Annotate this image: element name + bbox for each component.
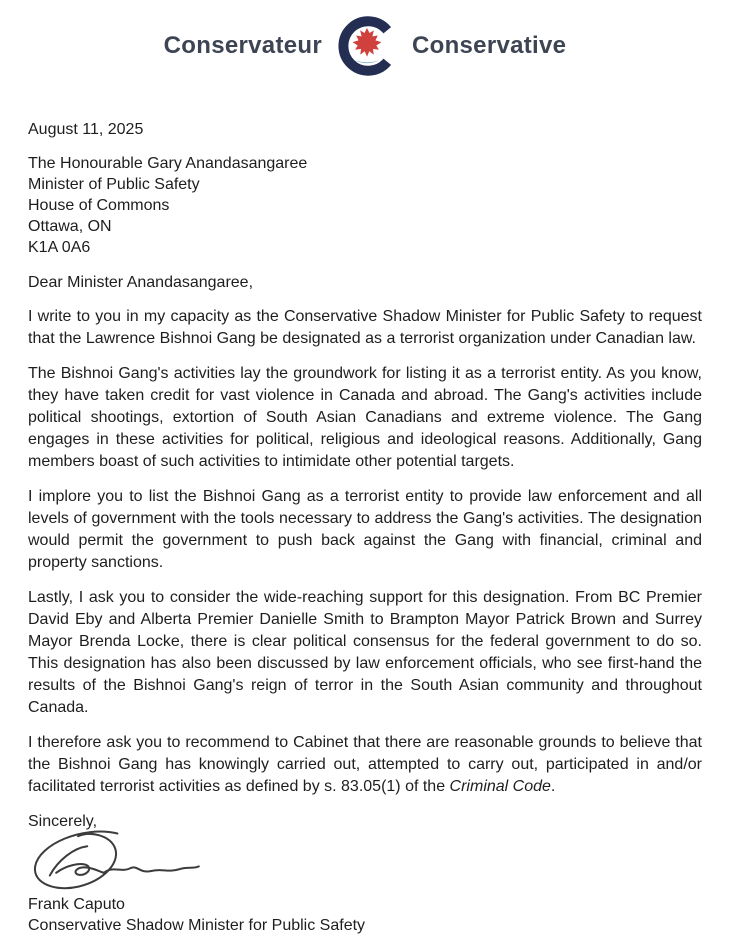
signature-tail: [104, 866, 199, 872]
maple-leaf-icon: [353, 28, 382, 57]
recipient-postal-line: K1A 0A6: [28, 239, 91, 256]
conservative-party-logo-icon: [331, 10, 403, 82]
recipient-city-line: Ottawa, ON: [28, 218, 112, 235]
paragraph-5-period: .: [550, 778, 556, 795]
brand-word-french: Conservateur: [163, 32, 322, 59]
signature-name: Frank Caputo: [28, 896, 125, 913]
recipient-title-line: Minister of Public Safety: [28, 176, 200, 193]
signature-loop: [35, 832, 118, 889]
paragraph-1-text: I write to you in my capacity as the Conservative Shadow Minister for Public Safety to request that the Lawrence Bishnoi Gang be designated as a terrorist organization under Canadian law.: [28, 308, 702, 347]
swoosh-icon: [354, 60, 379, 63]
brand-word-english: Conservative: [411, 32, 567, 59]
letter-date: August 11, 2025: [28, 121, 144, 138]
salutation: Dear Minister Anandasangaree,: [28, 274, 254, 291]
signature-svg: [22, 828, 222, 892]
paragraph-3: [28, 486, 702, 574]
signature-stroke-f: [50, 846, 87, 875]
letter-body: [0, 119, 730, 936]
closing-word: Sincerely,: [28, 813, 98, 830]
paragraph-2: [28, 363, 702, 473]
paragraph-5-italic-citation: Criminal Code: [449, 778, 551, 795]
paragraph-1: [28, 306, 702, 350]
paragraph-4-text: Lastly, I ask you to consider the wide-reaching support for this designation. From BC Premier David Eby and Alberta Premier Danielle Smith to Brampton Mayor Patrick Brown and Surrey Mayor Brenda Locke, there is clear political consensus for the federal government to do so. This designation has also been discussed by law enforcement officials, who see first-hand the results of the Bishnoi Gang's reign of terror in the South Asian community and throughout Canada.: [28, 589, 702, 716]
paragraph-5-text: I therefore ask you to recommend to Cabinet that there are reasonable grounds to believe that the Bishnoi Gang has knowingly carried out, attempted to carry out, participated in and/or facilitated terrorist activities as defined by s. 83.05(1) of the: [28, 734, 702, 795]
paragraph-5: [28, 732, 702, 798]
paragraph-4: [28, 587, 702, 719]
recipient-address-block: [28, 153, 702, 258]
letterhead: [0, 0, 730, 82]
handwritten-signature-icon: [22, 828, 702, 892]
party-logo-svg: [331, 10, 403, 82]
signature-stroke-c: [56, 864, 104, 875]
recipient-name-line: The Honourable Gary Anandasangaree: [28, 155, 308, 172]
paragraph-3-text: I implore you to list the Bishnoi Gang as a terrorist entity to provide law enforcement and all levels of government with the tools necessary to address the Gang's activities. The designation would permit the government to push back against the Gang with financial, criminal and property sanctions.: [28, 488, 702, 571]
recipient-org-line: House of Commons: [28, 197, 170, 214]
signature-title: Conservative Shadow Minister for Public Safety: [28, 917, 366, 934]
paragraph-2-text: The Bishnoi Gang's activities lay the groundwork for listing it as a terrorist entity. As you know, they have taken credit for vast violence in Canada and abroad. The Gang's activities include political shootings, extortion of South Asian Canadians and extreme violence. The Gang engages in these activities for political, religious and ideological reasons. Additionally, Gang members boast of such activities to intimidate other potential targets.: [28, 365, 702, 470]
